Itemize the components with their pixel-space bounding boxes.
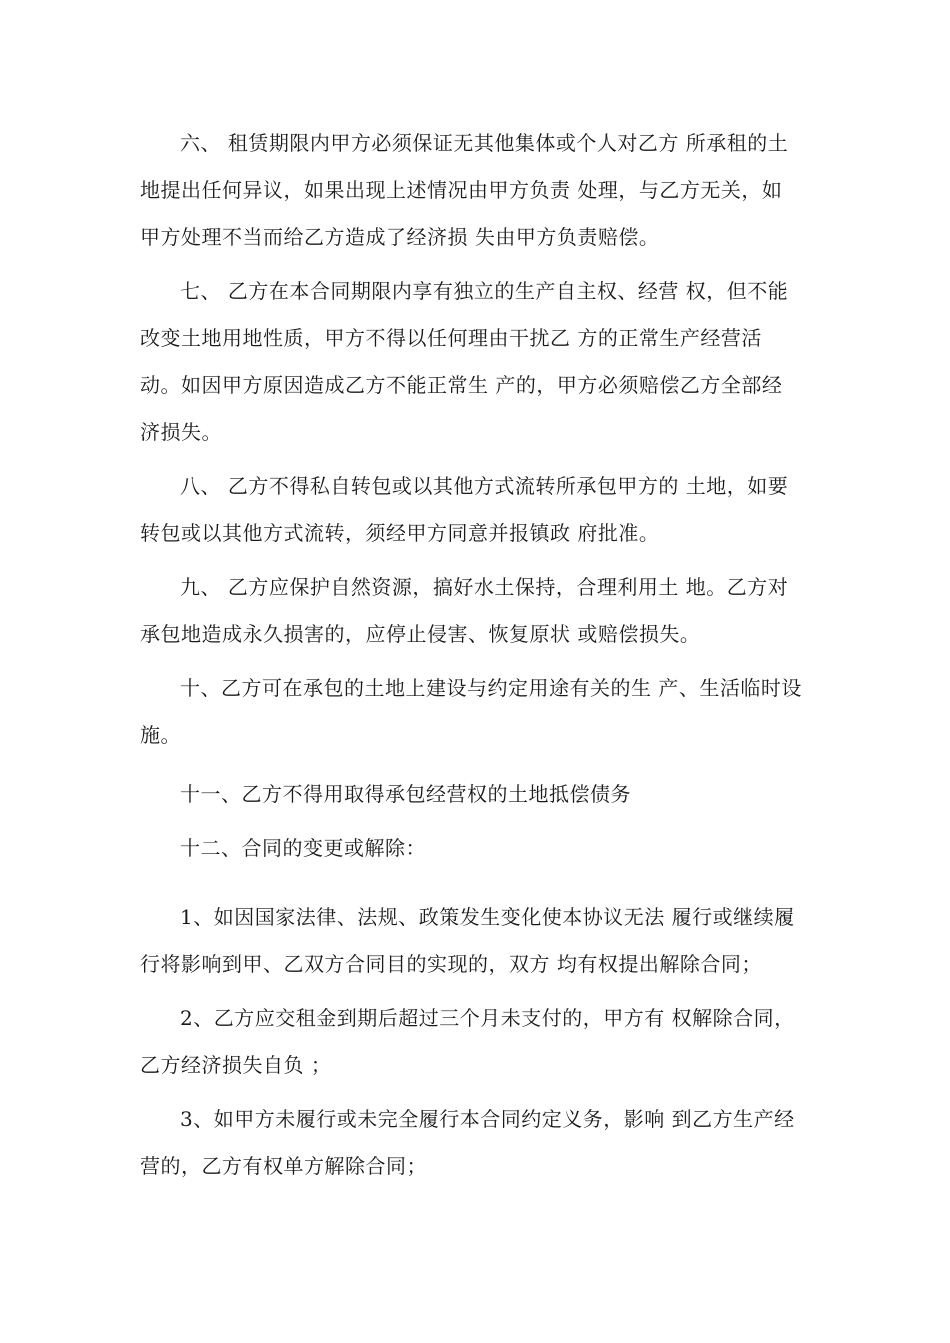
clause-12-heading: 十二、合同的变更或解除： [180,836,426,860]
clause-9: 九、 乙方应保护自然资源，搞好水土保持，合理利用土 地。乙方对承包地造成永久损害的，应停止侵害、恢复原状 或赔偿损失。 [140,575,789,646]
clause-12-item-1: 1、如因国家法律、法规、政策发生变化使本协议无法 履行或继续履行将影响到甲、乙双方合同目的实现的，双方 均有权提出解除合同； [140,905,795,976]
clause-12-item-3: 3、如甲方未履行或未完全履行本合同约定义务，影响 到乙方生产经营的，乙方有权单方解除合同； [140,1107,795,1178]
clause-7: 七、 乙方在本合同期限内享有独立的生产自主权、经营 权，但不能改变土地用地性质，甲方不得以任何理由干扰乙 方的正常生产经营活动。如因甲方原因造成乙方不能正常生 产的，甲方必须赔偿乙方全部经济损失。 [140,279,789,444]
clause-11: 十一、乙方不得用取得承包经营权的土地抵偿债务 [180,782,631,806]
clause-8: 八、 乙方不得私自转包或以其他方式流转所承包甲方的 土地，如要转包或以其他方式流转，须经甲方同意并报镇政 府批准。 [140,474,789,545]
document-body [140,120,802,1190]
clause-6: 六、 租赁期限内甲方必须保证无其他集体或个人对乙方 所承租的土地提出任何异议，如果出现上述情况由甲方负责 处理，与乙方无关，如甲方处理不当而给乙方造成了经济损 失由甲方负责赔偿。 [140,131,789,249]
clause-10: 十、乙方可在承包的土地上建设与约定用途有关的生 产、生活临时设施。 [140,676,802,747]
clause-12-item-2: 2、乙方应交租金到期后超过三个月未支付的，甲方有 权解除合同，乙方经济损失自负 ； [140,1006,795,1077]
